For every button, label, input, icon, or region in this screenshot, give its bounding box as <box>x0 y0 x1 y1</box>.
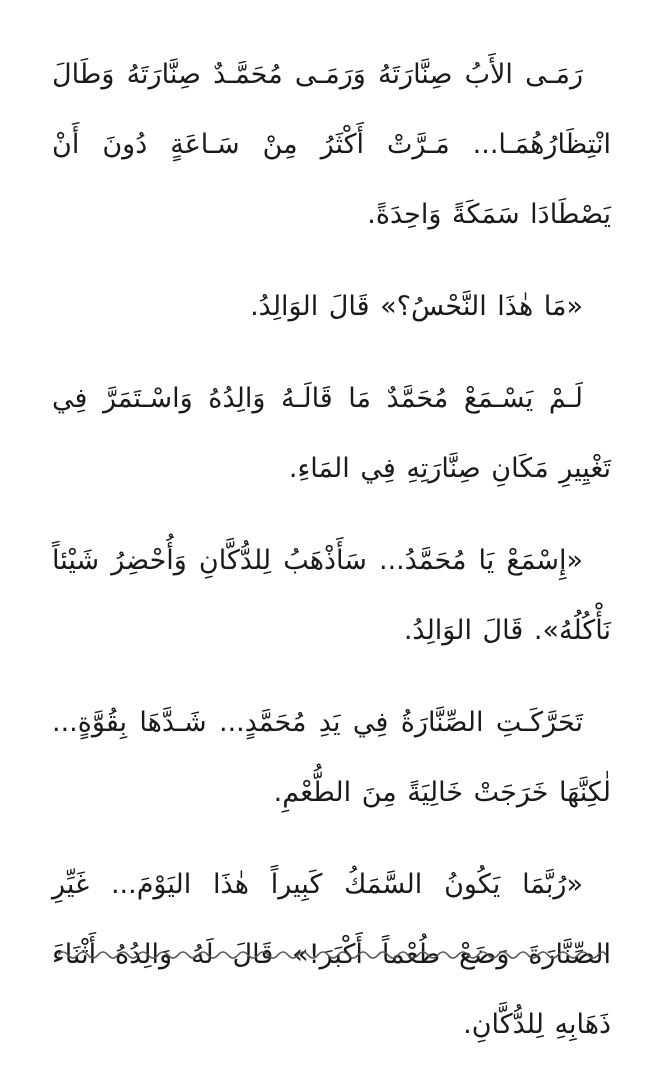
paragraph-3: لَـمْ يَسْـمَعْ مُحَمَّدٌ مَا قَالَـهُ وَالِدُهُ وَاسْـتَمَرَّ فِي تَغْيِيرِ مَكَانِ صِنَّارَتِهِ فِي المَاءِ. <box>52 383 611 484</box>
paragraph-2: «مَا هٰذَا النَّحْسُ؟» قَالَ الوَالِدُ. <box>250 291 583 322</box>
wavy-divider <box>58 948 606 962</box>
wavy-divider-line <box>58 952 606 958</box>
paragraph-5: تَحَرَّكَـتِ الصِّنَّارَةُ فِي يَدِ مُحَمَّدٍ... شَـدَّهَا بِقُوَّةٍ... لٰكِنَّهَا خَرَجَتْ خَالِيَةً مِنَ الطُّعْمِ. <box>52 707 611 808</box>
paragraph-4: «إِسْمَعْ يَا مُحَمَّدُ... سَأَذْهَبُ لِلدُّكَّانِ وَأُحْضِرُ شَيْئاً نَأْكُلُهُ». قَالَ الوَالِدُ. <box>52 545 611 646</box>
paragraph-6: «رُبَّمَا يَكُونُ السَّمَكُ كَبِيراً هٰذَا اليَوْمَ... غَيِّرِ الصِّنَّارَةَ وَضَعْ طُعْماً أَكْبَرَ!» قَالَ لَهُ وَالِدُهُ أَثْنَاءَ ذَهَابِهِ لِلدُّكَّانِ. <box>52 869 611 1040</box>
paragraph-1: رَمَـى الأَبُ صِنَّارَتَهُ وَرَمَـى مُحَمَّـدٌ صِنَّارَتَهُ وَطَالَ انْتِظَارُهُمَـا... مَـرَّتْ أَكْثَرُ مِنْ سَـاعَةٍ دُونَ أَنْ يَصْطَادَا سَمَكَةً وَاحِدَةً. <box>52 59 611 230</box>
story-text <box>52 40 611 1082</box>
